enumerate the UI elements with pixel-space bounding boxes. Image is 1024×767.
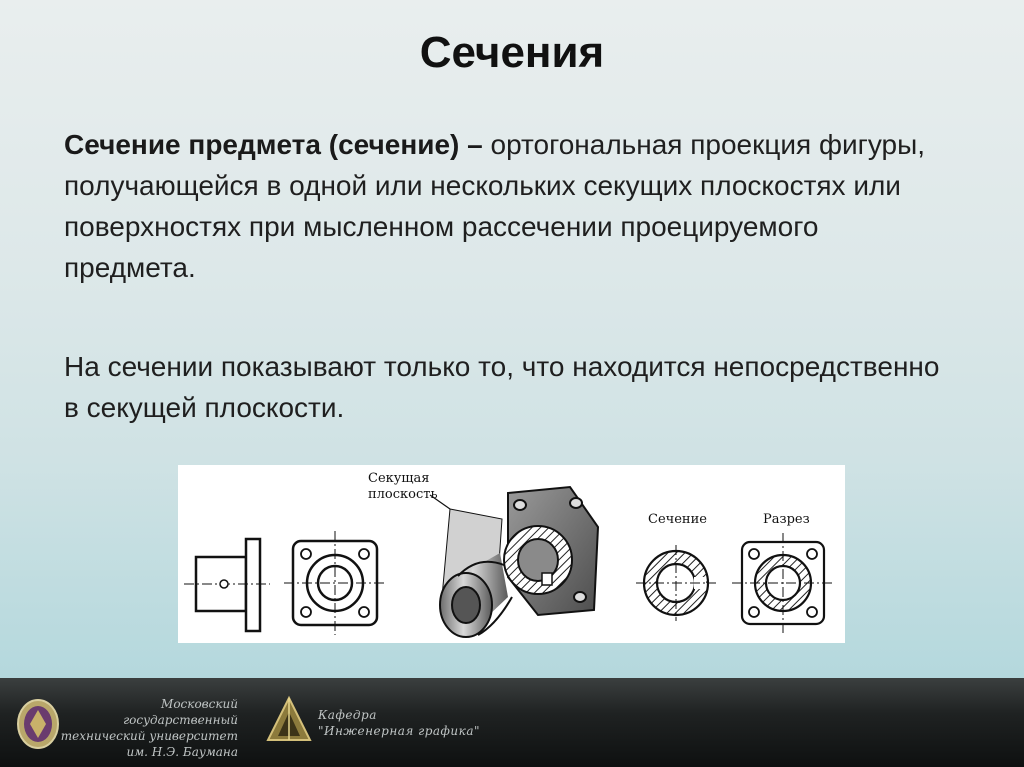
front-view-drawing bbox=[284, 531, 386, 635]
university-line-1: Московский государственный bbox=[123, 697, 238, 727]
section-illustration bbox=[178, 465, 845, 643]
university-emblem-icon bbox=[16, 698, 60, 750]
department-logo-icon bbox=[264, 694, 314, 746]
university-line-2: технический университет bbox=[60, 729, 238, 743]
definition-text: ортогональная проекция фигуры, получающейся в одной или нескольких секущих плоскостях или поверхностях при мысленном рассечении проецируемого предмета. bbox=[64, 129, 926, 283]
department-line-2: "Инженерная графика" bbox=[318, 724, 480, 738]
cut-label: Разрез bbox=[763, 512, 810, 527]
department-name bbox=[318, 707, 480, 739]
cut-drawing bbox=[732, 533, 834, 633]
university-name bbox=[58, 696, 238, 760]
university-line-3: им. Н.Э. Баумана bbox=[126, 745, 238, 759]
side-view-drawing bbox=[184, 539, 270, 631]
isometric-part-drawing bbox=[440, 487, 598, 637]
cutting-plane-label-2: плоскость bbox=[368, 487, 438, 502]
department-line-1: Кафедра bbox=[318, 708, 377, 722]
section-drawing bbox=[636, 545, 716, 621]
section-label: Сечение bbox=[648, 512, 707, 527]
section-note-paragraph: На сечении показывают только то, что находится непосредственно в секущей плоскости. bbox=[64, 351, 940, 423]
definition-paragraph bbox=[64, 124, 944, 288]
page-title: Сечения bbox=[419, 28, 605, 77]
cutting-plane-label-1: Секущая bbox=[368, 471, 430, 486]
definition-term: Сечение предмета (сечение) – bbox=[64, 129, 483, 160]
